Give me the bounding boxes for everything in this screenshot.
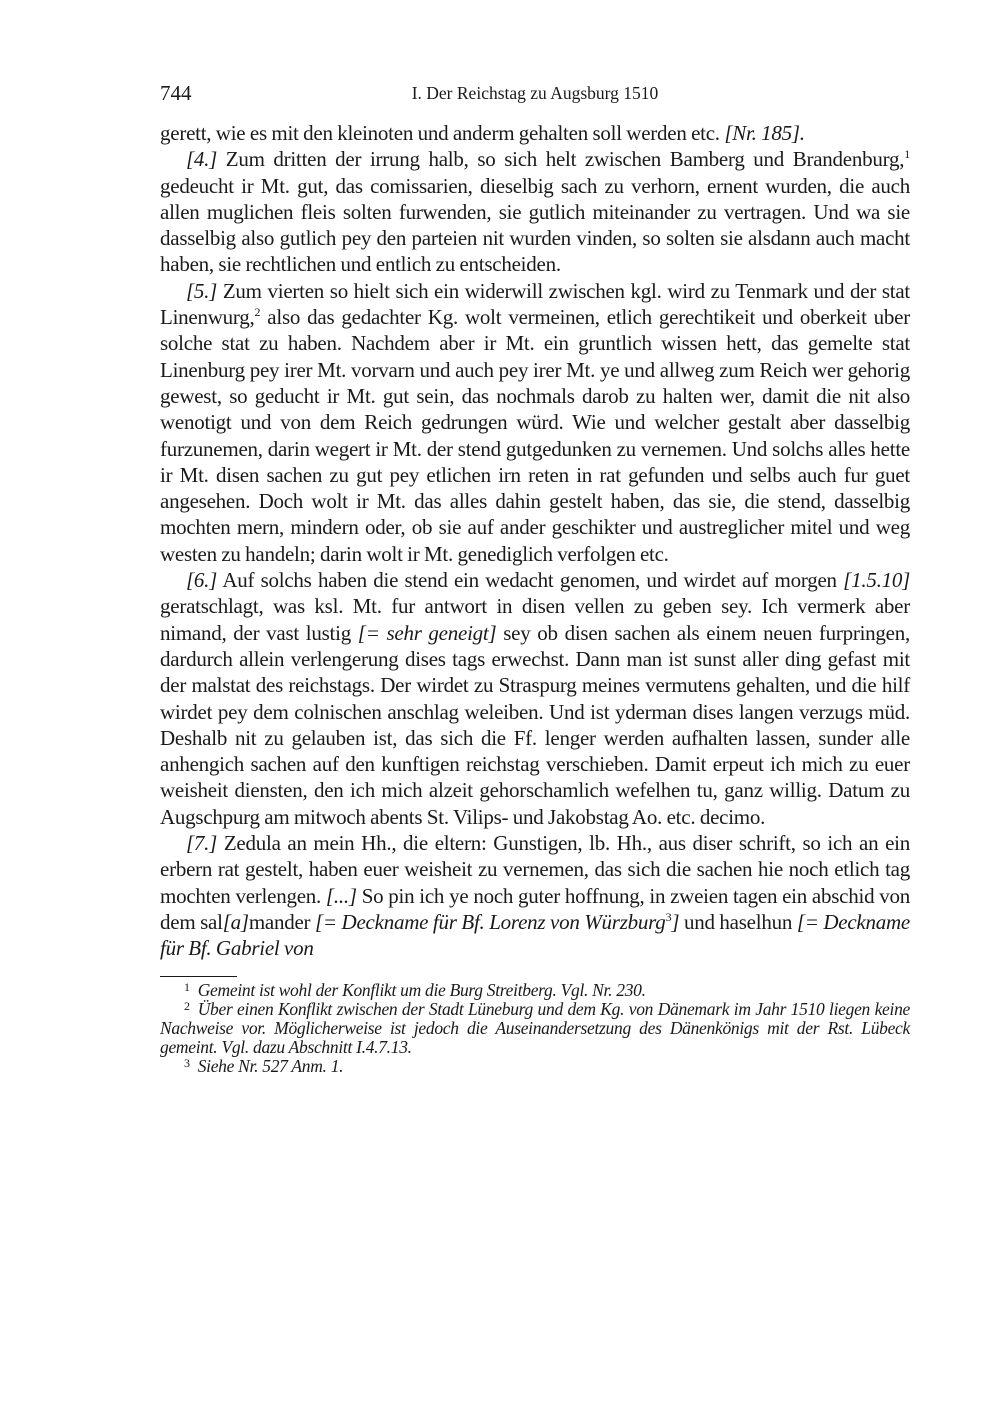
footnote-marker: 1 (904, 147, 910, 162)
footnote-number: 1 (184, 979, 190, 994)
editorial-gloss-end: ] (671, 909, 680, 934)
running-title: I. Der Reichstag zu Augsburg 1510 (411, 83, 659, 103)
paragraph-text: Zedula an mein Hh., die eltern: Gunstigen, lb. Hh., aus diser schrift, so ich an ein erbern rat gestelt, haben euer weisheit zu vernemen, das sich die sachen hie noch etlich tag mochten verlengen. (160, 831, 910, 908)
footnote-3 (160, 1057, 910, 1076)
paragraph-text: Zum vierten so hielt sich ein widerwill zwischen kgl. wird zu Tenmark und der stat Linenwurg, (160, 278, 910, 330)
footnote-text: Siehe Nr. 527 Anm. 1. (197, 1056, 344, 1077)
paragraph-7 (160, 830, 910, 961)
paragraph-continuation (160, 120, 910, 146)
body-text (160, 120, 910, 962)
paragraph-text: gerett, wie es mit den kleinoten und anderm gehalten soll werden etc. (160, 121, 725, 145)
footnote-text: Gemeint ist wohl der Konflikt um die Burg Streitberg. Vgl. Nr. 230. (197, 979, 646, 1000)
footnote-2 (160, 1000, 910, 1058)
editorial-omission: [...] (325, 883, 357, 908)
footnotes (160, 981, 910, 1077)
paragraph-text: gedeucht ir Mt. gut, das comissarien, dieselbig sach zu verhorn, ernent wurden, die auch allen muglichen fleis solten furwenden, sie gutlich miteinander zu vertragen. Und wa sie dasselbig also gutlich pey den parteien nit wurden vinden, so solten sie alsdann auch macht haben, sie rechtlichen und entlich zu entscheiden. (160, 173, 910, 277)
paragraph-text: geratschlagt, was ksl. Mt. fur antwort in disen vellen zu geben sey. Ich vermerk aber nimand, der vast lustig (160, 594, 910, 645)
paragraph-text: mander (248, 909, 315, 934)
paragraph-6 (160, 567, 910, 830)
editorial-date: [1.5.10] (843, 568, 910, 593)
paragraph-text: Zum dritten der irrung halb, so sich helt zwischen Bamberg und Brandenburg, (217, 147, 905, 172)
editorial-gloss: [= Deckname für Bf. Lorenz von Würzburg (315, 909, 666, 934)
document-page (160, 76, 910, 1077)
paragraph-text: und haselhun (679, 909, 797, 934)
footnote-1 (160, 981, 910, 1000)
footnote-marker: 2 (254, 305, 261, 320)
paragraph-text: Auf solchs haben die stend ein wedacht genomen, und wirdet auf morgen (217, 568, 844, 593)
paragraph-number: [4.] (186, 147, 218, 172)
cross-reference: [Nr. 185]. (724, 121, 805, 145)
page-number: 744 (160, 81, 192, 105)
editorial-gloss: [= sehr geneigt] (357, 620, 497, 645)
running-head (160, 76, 910, 110)
footnote-text: Über einen Konflikt zwischen der Stadt Lüneburg und dem Kg. von Dänemark im Jahr 1510 liegen keine Nachweise vor. Möglicherweise ist jedoch die Auseinandersetzung des Dänenkönigs mit der Rst. Lübeck gemeint. Vgl. dazu Abschnitt I.4.7.13. (160, 998, 910, 1058)
paragraph-text: also das gedachter Kg. wolt vermeinen, etlich gerechtikeit und oberkeit uber solche stat zu haben. Nachdem aber ir Mt. ein gruntlich wissen hett, das gemelte stat Linenburg pey irer Mt. vorvarn und auch pey irer Mt. ye und allweg zum Reich wer gehorig gewest, so geducht ir Mt. gut sein, das nochmals darob zu halten wer, damit die nit also wenotigt und von dem Reich gedrungen würd. Wie und welcher gestalt aber dasselbig furzunemen, darin wegert ir Mt. der stend gutgedunken zu vernemen. Und solchs alles hette ir Mt. disen sachen zu gut pey etlichen irn reten in rat gefunden und selbs auch fur guet angesehen. Doch wolt ir Mt. das alles dahin gestelt haben, das sie, die stend, dasselbig mochten mern, mindern oder, ob sie auf ander geschikter und austreglicher mitel und weg westen zu handeln; darin wolt ir Mt. genediglich verfolgen etc. (160, 305, 910, 566)
paragraph-5 (160, 278, 910, 567)
paragraph-number: [5.] (186, 278, 218, 303)
footnote-number: 2 (184, 998, 190, 1013)
paragraph-number: [6.] (186, 568, 218, 593)
paragraph-4 (160, 146, 910, 277)
paragraph-text: So pin ich ye noch guter hoffnung, in zweien tagen ein abschid von dem sal (160, 883, 910, 934)
footnote-divider (160, 976, 237, 977)
paragraph-number: [7.] (186, 831, 218, 856)
footnote-marker: 3 (665, 909, 672, 924)
paragraph-text: sey ob disen sachen als einem neuen furpringen, dardurch allein verlengerung dises tags erwechst. Dann man ist sunst aller ding gefast mit der malstat des reichstags. Der wirdet zu Straspurg meines vermutens gehalten, und die hilf wirdet pey dem colnischen anschlag weleiben. Und ist yderman dises langen verzugs müd. Deshalb nit zu gelauben ist, das sich die Ff. lenger werden aufhalten lassen, sunder alle anhengich sachen auf den kunftigen reichstag verschieben. Damit erpeut ich mich zu euer weisheit diensten, den ich mich alzeit gehorschamlich wefelhen tu, ganz willig. Datum zu Augschpurg am mitwoch abents St. Vilips- und Jakobstag Ao. etc. decimo. (160, 620, 910, 829)
editorial-gloss: [= Deckname für Bf. Gabriel von (160, 909, 910, 961)
footnote-number: 3 (184, 1056, 190, 1071)
editorial-emendation: [a] (222, 909, 249, 934)
